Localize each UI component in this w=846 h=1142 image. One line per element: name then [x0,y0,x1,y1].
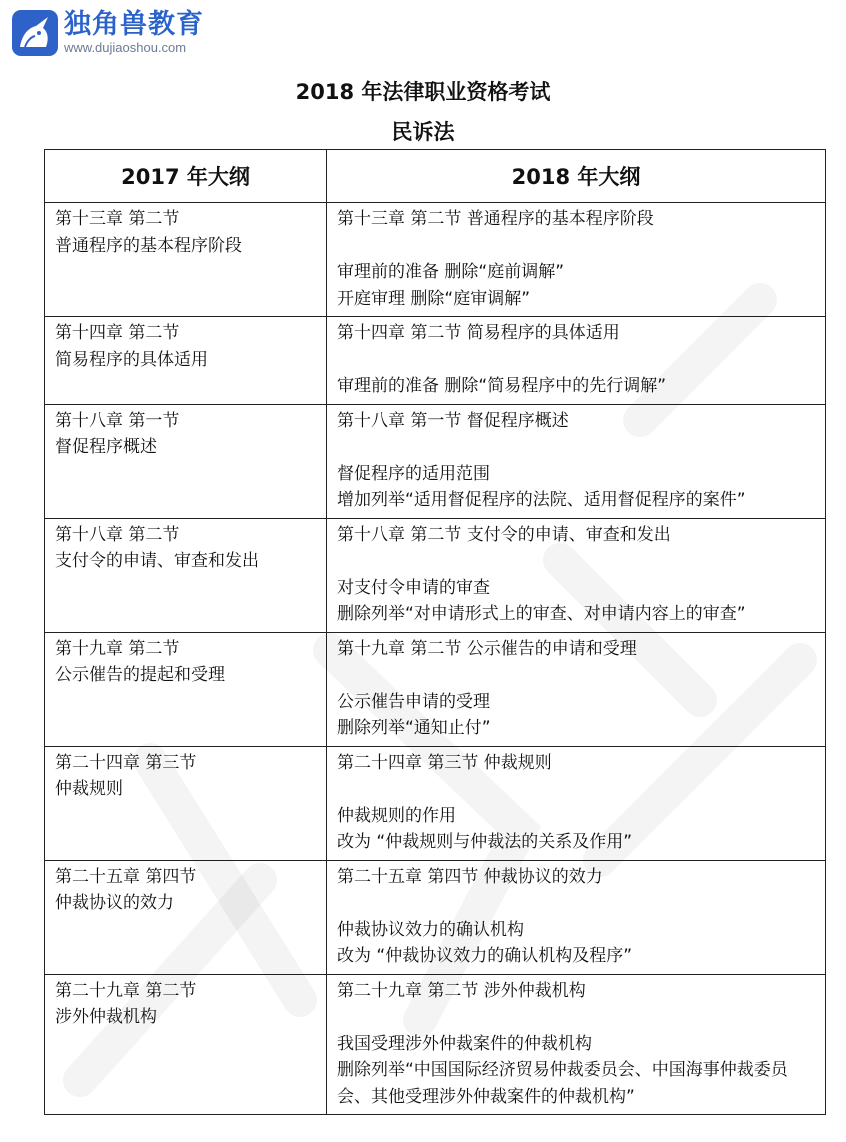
cell-line [337,434,819,461]
cell-line: 涉外仲裁机构 [55,1007,157,1027]
table-header-row [45,150,826,203]
cell-line: 简易程序的具体适用 [55,349,208,370]
unicorn-icon [12,10,58,56]
cell-line: 删除列举“对申请形式上的审查、对申请内容上的审查” [337,604,746,624]
cell-line [337,776,819,803]
outline-2018-cell [327,317,826,405]
cell-line: 第十八章 第一节 [55,410,180,431]
cell-line: 第二十九章 第二节 [55,980,197,1001]
outline-2018-cell [327,203,826,317]
brand-name: 独角兽教育 [64,9,204,40]
cell-line: 第十四章 第二节 [55,323,180,343]
outline-2017-cell [45,632,327,746]
table-row [45,632,826,746]
brand-url: www.dujiaoshou.com [64,40,187,55]
cell-line: 督促程序概述 [55,437,157,457]
cell-line [337,1004,819,1031]
cell-line: 开庭审理 删除“庭审调解” [337,288,531,309]
cell-line: 支付令的申请、审查和发出 [55,551,259,571]
cell-line: 仲裁规则 [55,779,123,799]
brand-logo [12,10,204,56]
cell-line: 增加列举“适用督促程序的法院、适用督促程序的案件” [337,490,746,510]
cell-line: 对支付令申请的审查 [337,577,490,598]
outline-2017-cell [45,518,327,632]
cell-line: 第二十四章 第三节 [55,752,197,773]
cell-line: 第十八章 第一节 督促程序概述 [337,410,569,431]
table-row [45,518,826,632]
cell-line: 普通程序的基本程序阶段 [55,235,242,256]
cell-line: 第二十九章 第二节 涉外仲裁机构 [337,980,586,1001]
cell-line [337,662,819,689]
cell-line [337,890,819,917]
outline-2018-cell [327,746,826,860]
cell-line [337,548,819,575]
cell-line: 第十九章 第二节 公示催告的申请和受理 [337,638,637,659]
outline-2018-cell [327,518,826,632]
table-row [45,974,826,1115]
outline-2017-cell [45,404,327,518]
outline-2018-cell [327,404,826,518]
cell-line: 第十四章 第二节 简易程序的具体适用 [337,323,620,343]
cell-line: 公示催告申请的受理 [337,691,490,712]
outline-2018-cell [327,632,826,746]
cell-line: 改为 “仲裁规则与仲裁法的关系及作用” [337,832,633,852]
cell-line: 审理前的准备 删除“简易程序中的先行调解” [337,376,667,396]
cell-line: 仲裁协议的效力 [55,893,174,913]
cell-line: 第十三章 第二节 [55,209,180,229]
table-row [45,404,826,518]
table-row [45,746,826,860]
cell-line: 仲裁协议效力的确认机构 [337,919,524,940]
document-subtitle: 民诉法 [391,120,455,144]
cell-line: 第十九章 第二节 [55,638,180,659]
outline-2017-cell [45,317,327,405]
table-row [45,860,826,974]
outline-2017-cell [45,860,327,974]
outline-2017-cell [45,203,327,317]
cell-line: 第十三章 第二节 普通程序的基本程序阶段 [337,209,654,229]
table-row [45,203,826,317]
outline-2017-cell [45,746,327,860]
cell-line: 第二十五章 第四节 [55,866,197,887]
outline-2018-cell [327,860,826,974]
outline-2017-cell [45,974,327,1115]
cell-line: 第二十五章 第四节 仲裁协议的效力 [337,866,603,887]
cell-line [337,233,819,260]
cell-line: 我国受理涉外仲裁案件的仲裁机构 [337,1033,592,1054]
outline-comparison-table [44,149,826,1115]
cell-line [337,347,819,374]
cell-line: 改为 “仲裁协议效力的确认机构及程序” [337,946,633,966]
cell-line: 第二十四章 第三节 仲裁规则 [337,752,552,773]
cell-line: 第十八章 第二节 [55,524,180,545]
header-2017-outline: 2017 年大纲 [45,150,327,203]
cell-line: 删除列举“中国国际经济贸易仲裁委员会、中国海事仲裁委员会、其他受理涉外仲裁案件的仲裁机构” [337,1060,788,1107]
cell-line: 删除列举“通知止付” [337,718,491,738]
cell-line: 仲裁规则的作用 [337,805,456,826]
cell-line: 审理前的准备 删除“庭前调解” [337,262,565,282]
table-row [45,317,826,405]
document-title: 2018 年法律职业资格考试 [295,80,551,104]
header-2018-outline: 2018 年大纲 [327,150,826,203]
outline-2018-cell [327,974,826,1115]
cell-line: 公示催告的提起和受理 [55,665,225,685]
cell-line: 督促程序的适用范围 [337,463,490,484]
cell-line: 第十八章 第二节 支付令的申请、审查和发出 [337,524,671,545]
